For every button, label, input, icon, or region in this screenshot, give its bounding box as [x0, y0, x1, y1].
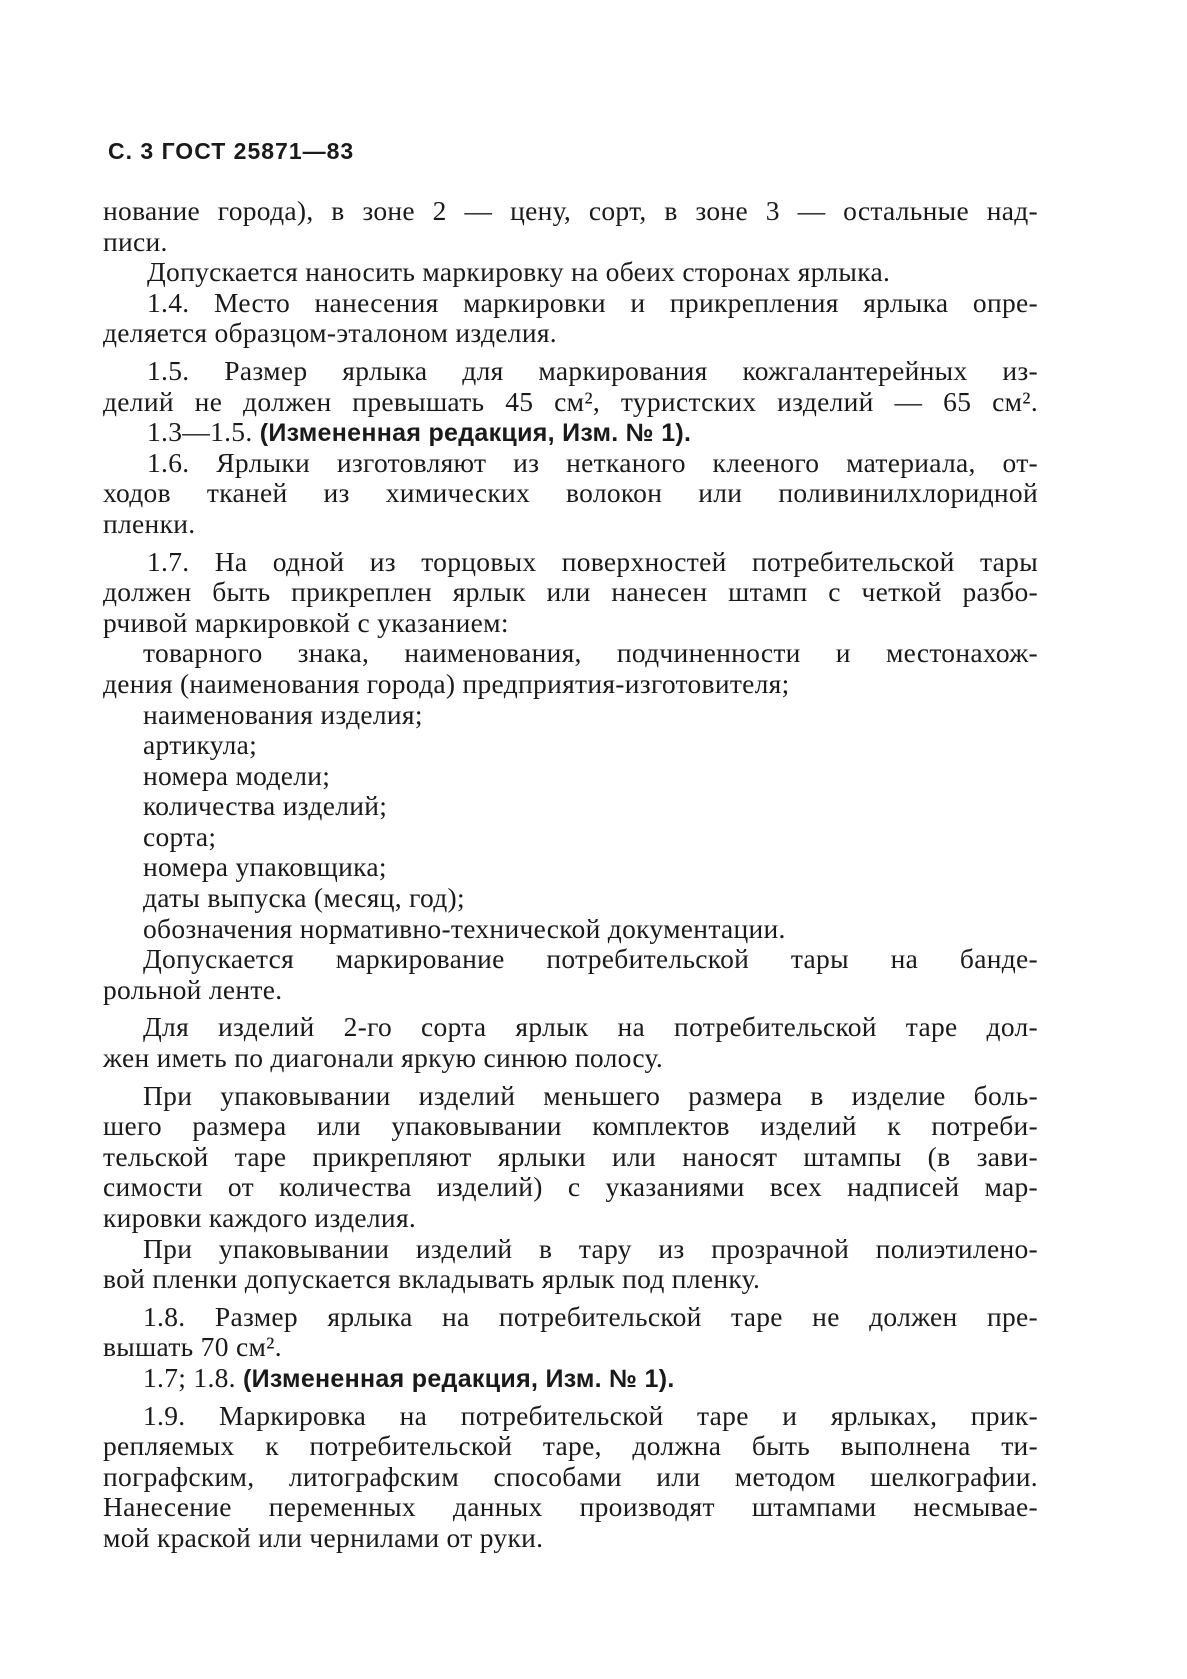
text-line: писи. — [103, 225, 168, 257]
amendment-clauses: 1.3—1.5. — [147, 416, 253, 448]
text-line: дения (наименования города) предприятия-изготовителя; — [103, 667, 790, 699]
text-line: кировки каждого изделия. — [103, 1202, 417, 1233]
text-line: Для изделий 2-го сорта ярлык на потребительской таре дол- — [143, 1012, 1038, 1043]
text-line: вой пленки допускается вкладывать ярлык под пленку. — [103, 1263, 761, 1295]
list-item: номера упаковщика; — [143, 851, 387, 883]
list-item: номера модели; — [143, 759, 331, 791]
amendment-note — [103, 417, 1038, 448]
text-line: пографским, литографским способами или методом шелкографии. — [103, 1461, 1038, 1492]
amendment-label: (Измененная редакция, Изм. № 1). — [259, 419, 692, 448]
list-item: артикула; — [143, 729, 258, 761]
text-line: ходов тканей из химических волокон или поливинилхлоридной — [103, 478, 1038, 509]
text-line: 1.7. На одной из торцовых поверхностей потребительской тары — [147, 546, 1038, 577]
list-item: даты выпуска (месяц, год); — [143, 882, 465, 914]
text-line: При упаковывании изделий меньшего размера в изделие боль- — [143, 1080, 1038, 1111]
list-item: обозначения нормативно-технической документации. — [143, 912, 786, 944]
list-item: наименования изделия; — [143, 698, 423, 730]
text-line: пленки. — [103, 507, 196, 539]
text-line: шего размера или упаковывании комплектов изделий к потреби- — [103, 1111, 1038, 1142]
text-line: делий не должен превышать 45 см², туристских изделий — 65 см². — [103, 386, 1038, 417]
text-line: рольной ленте. — [103, 973, 283, 1005]
list-item: товарного знака, наименования, подчиненности и местонахож- — [143, 638, 1038, 669]
text-line: жен иметь по диагонали яркую синюю полосу. — [103, 1042, 663, 1074]
text-line: 1.6. Ярлыки изготовляют из нетканого клееного материала, от- — [147, 447, 1038, 478]
document-body — [103, 196, 1038, 1554]
text-line: 1.4. Место нанесения маркировки и прикрепления ярлыка опре- — [147, 287, 1038, 318]
text-line: рчивой маркировкой с указанием: — [103, 606, 509, 638]
amendment-clauses: 1.7; 1.8. — [143, 1361, 236, 1393]
text-line: Допускается наносить маркировку на обеих сторонах ярлыка. — [147, 256, 891, 288]
amendment-label: (Измененная редакция, Изм. № 1). — [243, 1364, 675, 1393]
text-line: Допускается маркирование потребительской тары на банде- — [143, 944, 1038, 975]
text-line: должен быть прикреплен ярлык или нанесен штамп с четкой разбо- — [103, 577, 1038, 608]
text-line: вышать 70 см². — [103, 1331, 282, 1363]
amendment-note — [103, 1363, 1038, 1394]
list-item: сорта; — [143, 820, 217, 852]
text-line: симости от количества изделий) с указаниями всех надписей мар- — [103, 1172, 1038, 1203]
text-line: 1.8. Размер ярлыка на потребительской таре не должен пре- — [143, 1301, 1038, 1332]
text-line: 1.9. Маркировка на потребительской таре и ярлыках, прик- — [143, 1400, 1038, 1431]
text-line: мой краской или чернилами от руки. — [103, 1521, 544, 1553]
text-line: При упаковывании изделий в тару из прозрачной полиэтилено- — [143, 1233, 1038, 1264]
text-line: репляемых к потребительской таре, должна быть выполнена ти- — [103, 1431, 1038, 1462]
text-line: нование города), в зоне 2 — цену, сорт, в зоне 3 — остальные над- — [103, 196, 1038, 226]
text-line: деляется образцом-эталоном изделия. — [103, 317, 557, 349]
text-line: Нанесение переменных данных производят штампами несмывае- — [103, 1492, 1038, 1523]
text-line: 1.5. Размер ярлыка для маркирования кожгалантерейных из- — [147, 355, 1038, 386]
page-header: С. 3 ГОСТ 25871—83 — [108, 138, 355, 164]
list-item: количества изделий; — [143, 790, 388, 822]
text-line: тельской таре прикрепляют ярлыки или наносят штампы (в зави- — [103, 1141, 1038, 1172]
